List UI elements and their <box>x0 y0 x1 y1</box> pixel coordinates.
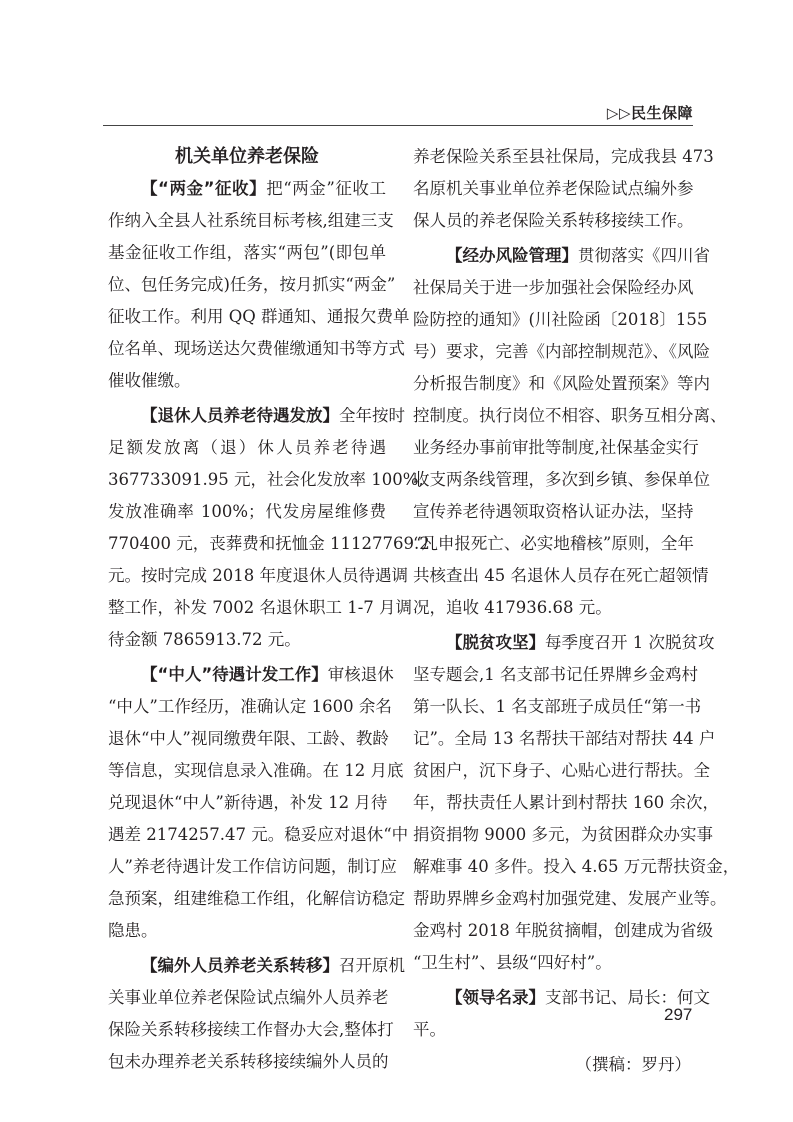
line-text: 足额发放离（退）休人员养老待遇 <box>108 438 386 457</box>
text-line <box>413 723 716 755</box>
text-line <box>108 982 389 1014</box>
line-text: 包未办理养老关系转移接续编外人员的 <box>108 1052 389 1071</box>
line-text: 367733091.95 元，社会化发放率 100%, <box>108 470 424 489</box>
line-text: 每季度召开 1 次脱贫攻 <box>545 633 715 652</box>
text-line <box>413 272 694 304</box>
text-line <box>413 755 710 787</box>
section-label: ▷▷民生保障 <box>606 104 693 122</box>
paragraph-heading: 【“两金”征收】 <box>141 179 267 198</box>
text-line <box>413 496 694 528</box>
line-text: 位名单、现场送达欠费催缴通知书等方式 <box>108 339 405 358</box>
text-line <box>413 627 715 659</box>
line-text: 等信息，实现信息录入准确。在 12 月底 <box>108 761 404 780</box>
text-line <box>108 851 397 883</box>
line-text: 位、包任务完成)任务，按月抓实“两金” <box>108 275 396 294</box>
line-text: 兑现退休“中人”新待遇，补发 12 月待 <box>108 793 388 812</box>
text-line <box>108 560 408 592</box>
text-line <box>108 365 386 397</box>
line-text: 收支两条线管理，多次到乡镇、参保单位 <box>413 470 710 489</box>
author-signature: （撰稿：罗丹） <box>575 1055 691 1074</box>
paragraph <box>413 240 727 624</box>
text-line <box>413 819 713 851</box>
paragraph-heading: 【“中人”待遇计发工作】 <box>141 665 328 684</box>
text-line <box>413 173 694 205</box>
line-text: 业务经办事前审批等制度,社保基金实行 <box>413 438 699 457</box>
text-line <box>108 723 389 755</box>
paragraph-heading: 【领导名录】 <box>446 988 545 1007</box>
text-line <box>108 659 394 691</box>
left-column <box>108 141 430 1081</box>
line-text: 支部书记、局长：何文 <box>545 988 710 1007</box>
line-text: 宣传养老待遇领取资格认证办法，坚持 <box>413 502 694 521</box>
text-line <box>413 560 709 592</box>
right-paragraphs <box>413 141 740 1046</box>
text-line <box>413 528 694 560</box>
line-text: 召开原机 <box>339 956 405 975</box>
paragraph <box>413 627 740 979</box>
text-line <box>413 883 727 915</box>
line-text: 险防控的通知》(川社险函〔2018〕155 <box>413 310 708 329</box>
text-line <box>413 1014 691 1046</box>
line-text: 坚专题会,1 名支部书记任界牌乡金鸡村 <box>413 665 698 684</box>
text-line <box>108 269 396 301</box>
paragraph <box>413 982 710 1046</box>
line-text: 金鸡村 2018 年脱贫摘帽，创建成为省级 <box>413 921 713 940</box>
left-paragraphs <box>108 173 430 1078</box>
text-line <box>413 304 708 336</box>
text-line <box>108 755 404 787</box>
line-text: 捐资捐物 9000 多元，为贫困群众办实事 <box>413 825 713 844</box>
line-text: 分析报告制度》和《风险处置预案》等内 <box>413 374 710 393</box>
text-line <box>108 883 405 915</box>
line-text: 年，帮扶责任人累计到村帮扶 160 余次， <box>413 793 719 812</box>
paragraph <box>108 950 405 1078</box>
line-text: 况，追收 417936.68 元。 <box>413 598 612 617</box>
text-line <box>108 1046 389 1078</box>
text-line <box>413 851 740 883</box>
line-text: 发放准确率 100%；代发房屋维修费 <box>108 502 386 521</box>
line-text: 基金征收工作组，落实“两包”(即包单 <box>108 243 386 262</box>
text-line <box>108 496 386 528</box>
line-text: 征收工作。利用 QQ 群通知、通报欠费单 <box>108 307 410 326</box>
line-text: 隐患。 <box>108 921 158 940</box>
paragraph-heading: 【编外人员养老关系转移】 <box>141 956 339 975</box>
text-line <box>413 915 713 947</box>
page-number: 297 <box>664 1005 693 1024</box>
paragraph <box>413 141 714 237</box>
text-line <box>413 659 698 691</box>
line-text: 养老保险关系至县社保局，完成我县 473 <box>413 147 714 166</box>
line-text: 人”养老待遇计发工作信访问题，制订应 <box>108 857 397 876</box>
line-text: 元。按时完成 2018 年度退休人员待遇调 <box>108 566 408 585</box>
text-line <box>413 336 710 368</box>
line-text: 退休“中人”视同缴费年限、工龄、教龄 <box>108 729 389 748</box>
text-line <box>413 240 710 272</box>
line-text: 关事业单位养老保险试点编外人员养老 <box>108 988 389 1007</box>
line-text: 名原机关事业单位养老保险试点编外参 <box>413 179 694 198</box>
text-line <box>108 915 386 947</box>
line-text: 保人员的养老保险关系转移接续工作。 <box>413 211 694 230</box>
line-text: 待金额 7865913.72 元。 <box>108 630 301 649</box>
line-text: 整工作，补发 7002 名退休职工 1-7 月调 <box>108 598 413 617</box>
line-text: 第一队长、1 名支部班子成员任“第一书 <box>413 697 702 716</box>
line-text: 平。 <box>413 1020 446 1039</box>
line-text: 共核查出 45 名退休人员存在死亡超领情 <box>413 566 709 585</box>
line-text: 社保局关于进一步加强社会保险经办风 <box>413 278 694 297</box>
line-text: 记”。全局 13 名帮扶干部结对帮扶 44 户 <box>413 729 716 748</box>
line-text: “凡申报死亡、必实地稽核”原则，全年 <box>413 534 694 553</box>
text-line <box>413 592 691 624</box>
text-line <box>108 691 392 723</box>
text-line <box>413 432 699 464</box>
text-line <box>108 237 386 269</box>
line-text: 号）要求，完善《内部控制规范》、《风险 <box>413 342 710 361</box>
paragraph-heading: 【经办风险管理】 <box>446 246 578 265</box>
line-text: 审核退休 <box>327 665 394 684</box>
paragraph <box>108 173 410 397</box>
line-text: 帮助界牌乡金鸡村加强党建、发展产业等。 <box>413 889 727 908</box>
text-line <box>413 787 719 819</box>
line-text: 全年按时 <box>339 406 405 425</box>
line-text: 把“两金”征收工 <box>266 179 386 198</box>
line-text: 催收催缴。 <box>108 371 191 390</box>
text-line <box>108 592 413 624</box>
text-line <box>108 173 386 205</box>
line-text: 解难事 40 多件。投入 4.65 万元帮扶资金， <box>413 857 740 876</box>
line-text: 贯彻落实《四川省 <box>578 246 710 265</box>
text-line <box>413 982 710 1014</box>
text-line <box>108 400 405 432</box>
text-line <box>108 333 405 365</box>
paragraph-heading: 【退休人员养老待遇发放】 <box>141 406 339 425</box>
line-text: “中人”工作经历，准确认定 1600 余名 <box>108 697 392 716</box>
text-line <box>108 1014 394 1046</box>
article-title: 机关单位养老保险 <box>175 146 319 167</box>
paragraph-heading: 【脱贫攻坚】 <box>446 633 545 652</box>
text-line <box>108 205 394 237</box>
text-line <box>413 205 694 237</box>
line-text: 770400 元，丧葬费和抚恤金 11127769.2 <box>108 534 430 553</box>
text-line <box>413 691 702 723</box>
text-line <box>108 787 386 819</box>
text-line <box>413 464 710 496</box>
line-text: 遇差 2174257.47 元。稳妥应对退休“中 <box>108 825 409 844</box>
line-text: 贫困户，沉下身子、心贴心进行帮扶。全 <box>413 761 710 780</box>
text-line <box>108 528 430 560</box>
right-column <box>413 141 740 1081</box>
line-text: 急预案，组建维稳工作组，化解信访稳定 <box>108 889 405 908</box>
line-text: 保险关系转移接续工作督办大会,整体打 <box>108 1020 394 1039</box>
text-line <box>108 301 410 333</box>
text-line <box>413 400 727 432</box>
line-text: 作纳入全县人社系统目标考核,组建三支 <box>108 211 394 230</box>
text-line <box>108 624 386 656</box>
text-line <box>413 141 714 173</box>
text-line <box>108 464 424 496</box>
header-rule <box>103 125 693 126</box>
paragraph <box>108 400 430 656</box>
text-line <box>108 819 409 851</box>
text-line <box>413 947 691 979</box>
line-text: 控制度。执行岗位不相容、职务互相分离、 <box>413 406 727 425</box>
line-text: “卫生村”、县级“四好村”。 <box>413 953 612 972</box>
text-line <box>108 950 405 982</box>
text-line <box>108 432 386 464</box>
paragraph <box>108 659 409 947</box>
text-line <box>413 368 710 400</box>
